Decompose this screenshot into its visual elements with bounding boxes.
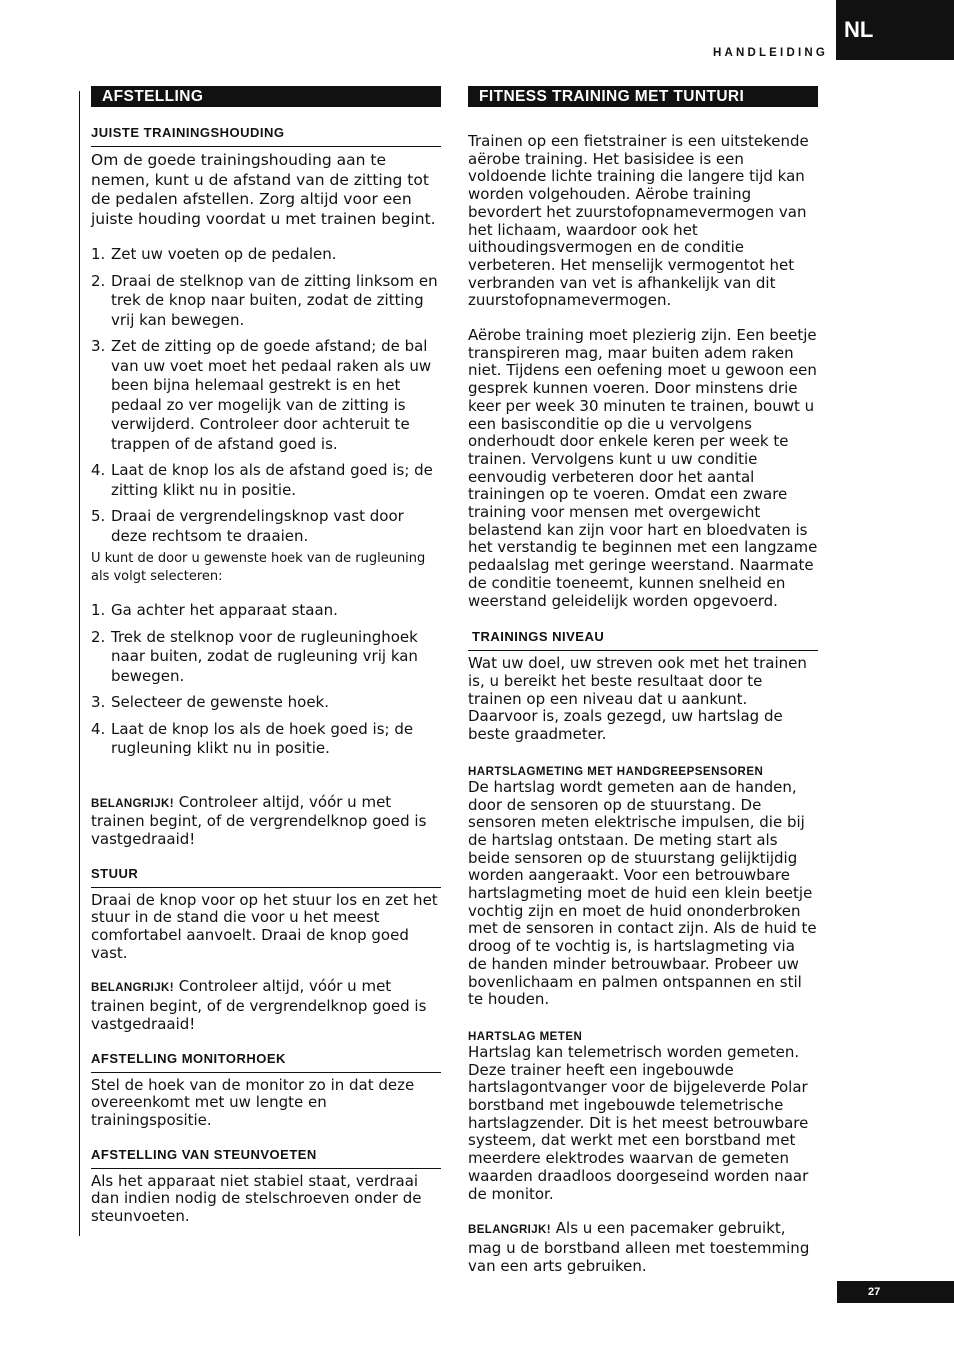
- left-column: [91, 86, 441, 1226]
- subheading-trainings-niveau: TRAININGS NIVEAU: [468, 629, 818, 651]
- list-item: 2. Draai de stelknop van de zitting linksom en trek de knop naar buiten, zodat de zitting vrij kan bewegen.: [91, 271, 438, 329]
- subheading-hartslagmeting: HARTSLAGMETING MET HANDGREEPSENSOREN: [468, 765, 764, 778]
- section-banner-afstelling: AFSTELLING: [91, 86, 441, 107]
- section-label: HANDLEIDING: [712, 47, 828, 59]
- important-tag: BELANGRIJK!: [91, 982, 174, 995]
- right-column: [468, 86, 818, 1275]
- note-backrest: U kunt de door u gewenste hoek van de rugleuning als volgt selecteren:: [91, 551, 426, 584]
- subheading-monitorhoek: AFSTELLING MONITORHOEK: [91, 1051, 441, 1073]
- steps-list-seat: [91, 245, 441, 546]
- list-item: 4. Laat de knop los als de afstand goed is; de zitting klikt nu in positie.: [91, 461, 433, 499]
- list-item: 2. Trek de stelknop voor de rugleuninghoek naar buiten, zodat de rugleuning vrij kan bewegen.: [91, 627, 418, 685]
- paragraph-intro: Om de goede trainingshouding aan te nemen, kunt u de afstand van de zitting tot de pedalen afstellen. Zorg altijd voor een juiste houding voordat u met trainen begint.: [91, 151, 436, 228]
- important-tag: BELANGRIJK!: [91, 797, 174, 810]
- steps-list-backrest: [91, 601, 441, 759]
- subheading-hartslag-meten: HARTSLAG METEN: [468, 1030, 583, 1043]
- paragraph-steunvoeten: Als het apparaat niet stabiel staat, verdraai dan indien nodig de stelschroeven onder de steunvoeten.: [91, 1171, 422, 1226]
- important-note-pacemaker: BELANGRIJK! Als u een pacemaker gebruikt, mag u de borstband alleen met toestemming van een arts gebruiken.: [468, 1219, 810, 1275]
- paragraph-monitorhoek: Stel de hoek van de monitor zo in dat deze overeenkomt met uw lengte en trainingspositie.: [91, 1075, 415, 1129]
- column-divider: [79, 91, 80, 1236]
- subheading-trainingshouding: JUISTE TRAININGSHOUDING: [91, 125, 441, 147]
- list-item: 1. Ga achter het apparaat staan.: [91, 601, 338, 619]
- list-item: 5. Draai de vergrendelingsknop vast door deze rechtsom te draaien.: [91, 507, 404, 545]
- important-tag: BELANGRIJK!: [468, 1224, 551, 1237]
- section-banner-fitness: FITNESS TRAINING MET TUNTURI: [468, 86, 818, 107]
- paragraph-stuur: Draai de knop voor op het stuur los en zet het stuur in de stand die voor u het meest comfortabel aanvoelt. Draai de knop goed vast.: [91, 890, 438, 962]
- paragraph-aerobe-2: Aërobe training moet plezierig zijn. Een beetje transpireren mag, maar buiten adem raken niet. Tijdens een oefening moet u gewoon een gesprek kunnen voeren. Door minstens drie keer per week 30 minuten te trainen, bouwt u een basisconditie op die u vervolgens onderhoudt door enkele keren per week te trainen. Vervolgens kunt u uw conditie eenvoudig verbeteren door het aantal trainingen op te voeren. Omdat een zware training voor mensen met overgewicht belastend kan zijn voor hart en bloedvaten is het verstandig te beginnen met een langzame pedaalslag met geringe weerstand. Naarmate de conditie toeneemt, kunnen snelheid en weerstand geleidelijk worden opgevoerd.: [468, 326, 818, 610]
- list-item: 3. Zet de zitting op de goede afstand; de bal van uw voet moet het pedaal raken als uw been bijna helemaal gestrekt is en het pedaal zo ver mogelijk van de zitting is verwijderd. Controleer door achteruit te trappen of de afstand goed is.: [91, 337, 432, 453]
- important-note-1: BELANGRIJK! Controleer altijd, vóór u met trainen begint, of de vergrendelknop goed is vastgedraaid!: [91, 792, 427, 848]
- subheading-stuur: STUUR: [91, 866, 441, 888]
- paragraph-hartslag-meten: Hartslag kan telemetrisch worden gemeten. Deze trainer heeft een ingebouwde hartslagontvanger voor de bijgeleverde Polar borstband met ingebouwde telemetrische hartslagzender. Dit is het meest betrouwbare systeem, dat werkt met een borstband met meerdere elektrodes waarvan de gemeten waarden draadloos doorgeseind worden naar de monitor.: [468, 1042, 809, 1203]
- paragraph-trainings-niveau: Wat uw doel, uw streven ook met het trainen is, u bereikt het beste resultaat door te trainen op een niveau dat u aankunt. Daarvoor is, zoals gezegd, uw hartslag de beste graadmeter.: [468, 654, 807, 744]
- list-item: 1. Zet uw voeten op de pedalen.: [91, 245, 337, 263]
- page-number: 27: [837, 1281, 954, 1303]
- list-item: 4. Laat de knop los als de hoek goed is; de rugleuning klikt nu in positie.: [91, 719, 414, 757]
- subheading-steunvoeten: AFSTELLING VAN STEUNVOETEN: [91, 1147, 441, 1169]
- paragraph-aerobe-1: Trainen op een fietstrainer is een uitstekende aërobe training. Het basisidee is een voldoende lichte training die langere tijd kan worden volgehouden. Aërobe training bevordert het zuurstofopnamevermogen van het lichaam, waardoor ook het uithoudingsvermogen en de conditie verbeteren. Het menselijk vermogentot het verbranden van vet is afhankelijk van dit zuurstofopnamevermogen.: [468, 132, 809, 310]
- paragraph-hartslagmeting: De hartslag wordt gemeten aan de handen, door de sensoren op de stuurstang. De sensoren meten elektrische impulsen, die bij de hartslag ontstaan. De meting start als beide sensoren op de stuurstang gelijktijdig worden aangeraakt. Voor een betrouwbare hartslagmeting moet de huid een klein beetje vochtig zijn en moet de huid ononderbroken met de sensoren in contact zijn. Als de huid te droog of te vochtig is, is hartslagmeting via de handen minder betrouwbaar. Probeer uw bovenlichaam en palmen ontspannen en stil te houden.: [468, 777, 817, 1009]
- important-note-2: BELANGRIJK! Controleer altijd, vóór u met trainen begint, of de vergrendelknop goed is vastgedraaid!: [91, 977, 427, 1033]
- language-tab: NL: [836, 0, 954, 60]
- list-item: 3. Selecteer de gewenste hoek.: [91, 693, 329, 711]
